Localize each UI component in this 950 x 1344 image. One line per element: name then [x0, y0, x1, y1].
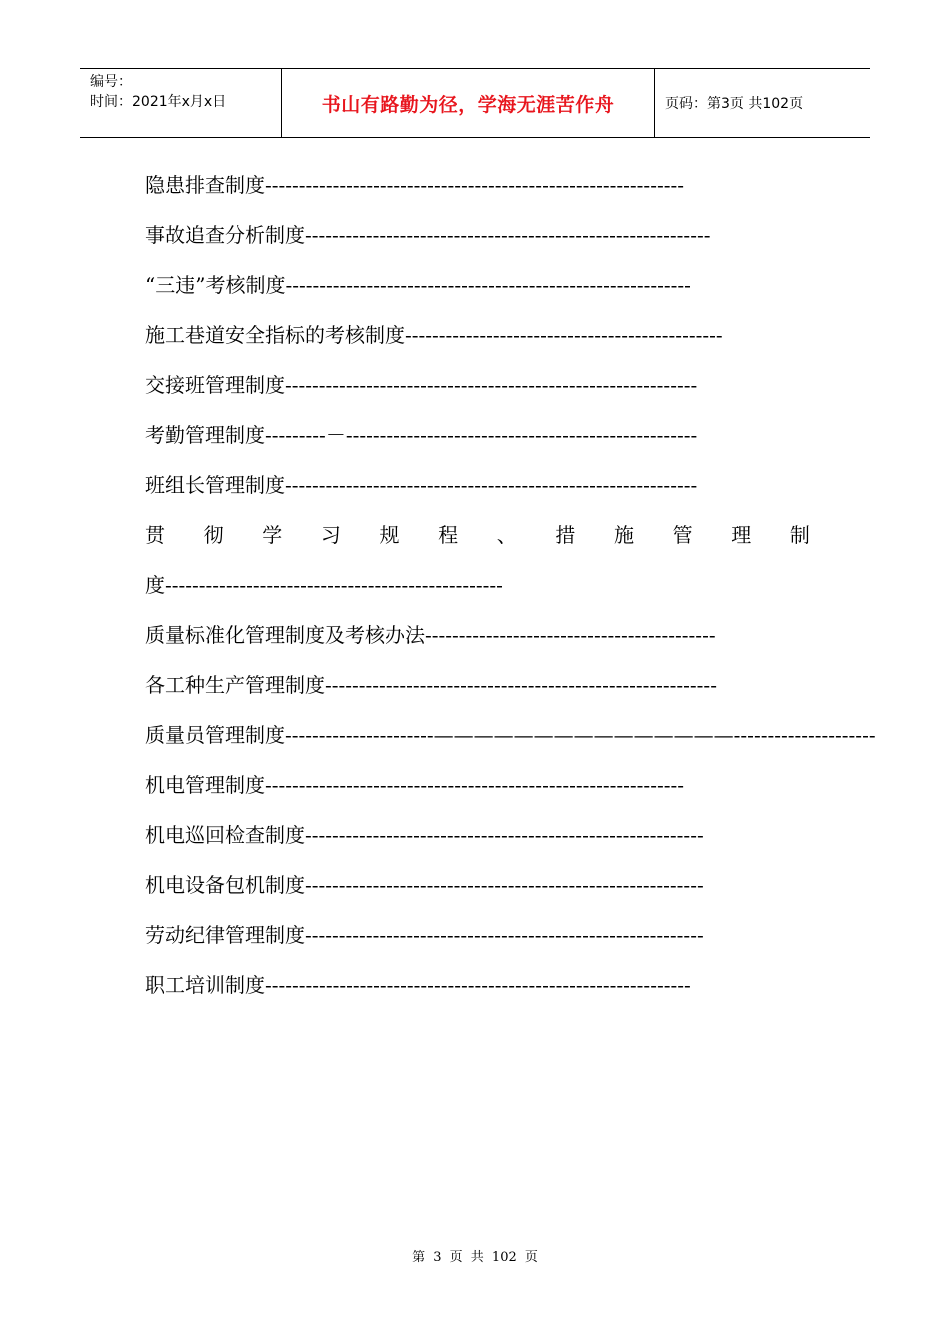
toc-char: 彻 — [203, 523, 224, 547]
toc-char: 管 — [672, 523, 693, 547]
page-info: 页码：第3页 共102页 — [665, 96, 804, 112]
toc-entry: “三违”考核制度------------------------------------------------------------ — [145, 273, 691, 297]
toc-char: 贯 — [145, 523, 165, 547]
toc-char: 理 — [731, 523, 752, 547]
toc-char: 、 — [496, 523, 517, 547]
toc-entry: 机电管理制度-------------------------------------------------------------- — [145, 773, 684, 797]
toc-entry: 机电设备包机制度----------------------------------------------------------- — [145, 873, 704, 897]
toc-char: 制 — [789, 523, 810, 547]
toc-entry: 质量标准化管理制度及考核办法------------------------------------------- — [145, 623, 716, 647]
toc-entry: 隐患排查制度-------------------------------------------------------------- — [145, 173, 684, 197]
date-line: 时间：2021年x月x日 — [90, 94, 227, 110]
table-of-contents — [145, 160, 876, 1010]
toc-entry: 施工巷道安全指标的考核制度----------------------------------------------- — [145, 323, 723, 347]
toc-entry: 交接班管理制度------------------------------------------------------------- — [145, 373, 698, 397]
toc-entry: 质量员管理制度----------------------———————————————--------------------- — [145, 723, 876, 747]
motto-text: 书山有路勤为径，学海无涯苦作舟 — [321, 93, 615, 116]
toc-entry: 职工培训制度--------------------------------------------------------------- — [145, 973, 691, 997]
page-header-table — [80, 68, 870, 138]
toc-char: 学 — [262, 523, 283, 547]
toc-entry-spread — [145, 510, 810, 560]
toc-entry: 班组长管理制度------------------------------------------------------------- — [145, 473, 698, 497]
toc-entry: 各工种生产管理制度---------------------------------------------------------- — [145, 673, 717, 697]
toc-char: 施 — [614, 523, 634, 547]
page-footer — [0, 1246, 950, 1265]
toc-entry: 考勤管理制度---------－---------------------------------------------------- — [145, 423, 698, 447]
toc-char: 习 — [320, 523, 341, 547]
number-label: 编号： — [90, 74, 132, 90]
toc-entry: 劳动纪律管理制度----------------------------------------------------------- — [145, 923, 704, 947]
toc-char: 规 — [379, 523, 400, 547]
header-motto-cell — [282, 69, 655, 137]
footer-page-number: 第 3 页 共 102 页 — [412, 1250, 538, 1265]
header-page-cell — [655, 69, 870, 137]
toc-char: 措 — [555, 523, 576, 547]
toc-char: 程 — [438, 523, 459, 547]
toc-entry: 机电巡回检查制度----------------------------------------------------------- — [145, 823, 704, 847]
header-meta-cell — [80, 69, 282, 137]
toc-entry: 事故追查分析制度------------------------------------------------------------ — [145, 223, 711, 247]
toc-entry: 度-------------------------------------------------- — [145, 573, 503, 597]
